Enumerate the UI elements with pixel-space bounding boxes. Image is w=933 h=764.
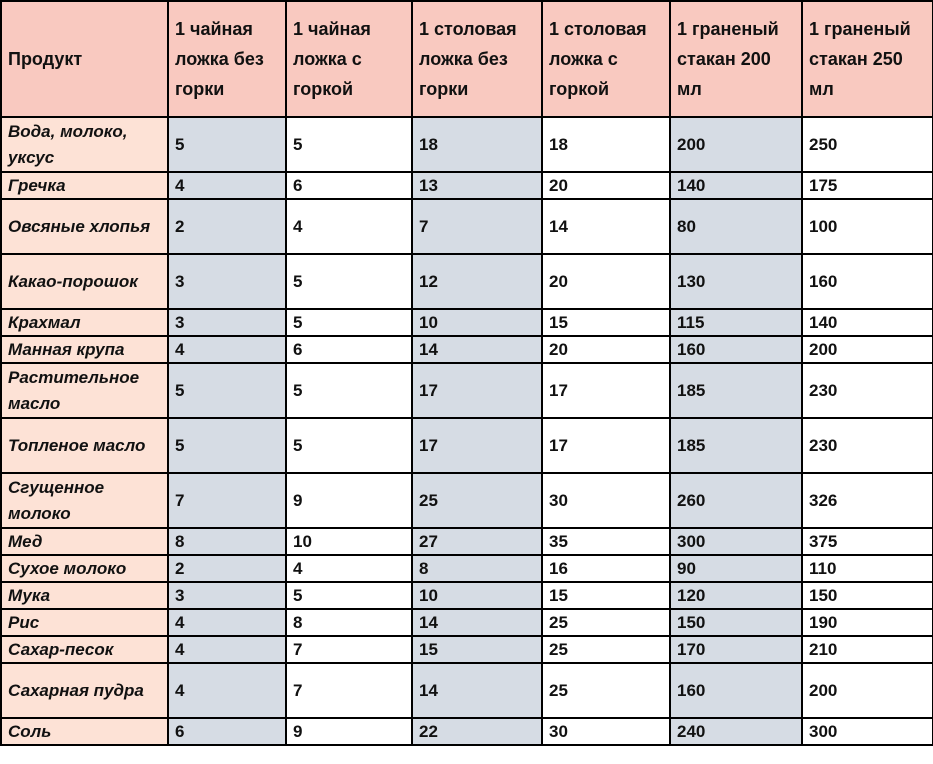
table-row [1, 609, 933, 636]
value-cell: 9 [286, 473, 412, 528]
value-cell: 2 [168, 199, 286, 254]
value-cell: 120 [670, 582, 802, 609]
value-cell: 17 [412, 363, 542, 418]
value-cell: 2 [168, 555, 286, 582]
header-tbsp-flat: 1 столовая ложка без горки [412, 1, 542, 117]
value-cell: 3 [168, 309, 286, 336]
value-cell: 170 [670, 636, 802, 663]
value-cell: 6 [286, 336, 412, 363]
value-cell: 5 [286, 582, 412, 609]
value-cell: 35 [542, 528, 670, 555]
value-cell: 22 [412, 718, 542, 745]
value-cell: 130 [670, 254, 802, 309]
value-cell: 13 [412, 172, 542, 199]
product-cell: Гречка [1, 172, 168, 199]
value-cell: 5 [286, 418, 412, 473]
value-cell: 300 [670, 528, 802, 555]
value-cell: 160 [802, 254, 933, 309]
value-cell: 8 [286, 609, 412, 636]
value-cell: 5 [286, 117, 412, 172]
value-cell: 8 [412, 555, 542, 582]
value-cell: 140 [670, 172, 802, 199]
value-cell: 260 [670, 473, 802, 528]
value-cell: 5 [286, 309, 412, 336]
value-cell: 250 [802, 117, 933, 172]
value-cell: 7 [286, 663, 412, 718]
table-row [1, 555, 933, 582]
value-cell: 10 [412, 309, 542, 336]
product-cell: Сахар-песок [1, 636, 168, 663]
value-cell: 4 [168, 609, 286, 636]
value-cell: 25 [542, 663, 670, 718]
value-cell: 5 [286, 254, 412, 309]
table-row [1, 199, 933, 254]
value-cell: 160 [670, 336, 802, 363]
value-cell: 185 [670, 418, 802, 473]
value-cell: 8 [168, 528, 286, 555]
value-cell: 20 [542, 336, 670, 363]
value-cell: 90 [670, 555, 802, 582]
header-tbsp-heaped: 1 столовая ложка с горкой [542, 1, 670, 117]
value-cell: 6 [286, 172, 412, 199]
product-cell: Сгущенное молоко [1, 473, 168, 528]
value-cell: 14 [412, 336, 542, 363]
header-row [1, 1, 933, 117]
table-row [1, 473, 933, 528]
table-body [1, 117, 933, 745]
product-cell: Растительное масло [1, 363, 168, 418]
value-cell: 9 [286, 718, 412, 745]
table-row [1, 636, 933, 663]
value-cell: 15 [542, 309, 670, 336]
value-cell: 12 [412, 254, 542, 309]
header-tsp-heaped: 1 чайная ложка с горкой [286, 1, 412, 117]
value-cell: 140 [802, 309, 933, 336]
value-cell: 17 [542, 363, 670, 418]
value-cell: 5 [286, 363, 412, 418]
table-row [1, 418, 933, 473]
value-cell: 14 [412, 663, 542, 718]
value-cell: 30 [542, 718, 670, 745]
value-cell: 5 [168, 117, 286, 172]
value-cell: 25 [542, 636, 670, 663]
value-cell: 4 [286, 199, 412, 254]
table-row [1, 718, 933, 745]
product-cell: Крахмал [1, 309, 168, 336]
product-cell: Манная крупа [1, 336, 168, 363]
value-cell: 375 [802, 528, 933, 555]
product-cell: Мука [1, 582, 168, 609]
table-row [1, 336, 933, 363]
table-row [1, 582, 933, 609]
value-cell: 200 [670, 117, 802, 172]
value-cell: 4 [168, 172, 286, 199]
value-cell: 14 [542, 199, 670, 254]
value-cell: 190 [802, 609, 933, 636]
value-cell: 7 [168, 473, 286, 528]
table-row [1, 528, 933, 555]
table-row [1, 663, 933, 718]
product-cell: Какао-порошок [1, 254, 168, 309]
value-cell: 5 [168, 363, 286, 418]
value-cell: 10 [412, 582, 542, 609]
value-cell: 7 [286, 636, 412, 663]
product-cell: Топленое масло [1, 418, 168, 473]
value-cell: 115 [670, 309, 802, 336]
value-cell: 100 [802, 199, 933, 254]
value-cell: 4 [286, 555, 412, 582]
value-cell: 175 [802, 172, 933, 199]
product-cell: Вода, молоко, уксус [1, 117, 168, 172]
value-cell: 185 [670, 363, 802, 418]
product-cell: Рис [1, 609, 168, 636]
header-product: Продукт [1, 1, 168, 117]
product-cell: Овсяные хлопья [1, 199, 168, 254]
value-cell: 20 [542, 254, 670, 309]
header-glass-200: 1 граненый стакан 200 мл [670, 1, 802, 117]
product-cell: Соль [1, 718, 168, 745]
value-cell: 110 [802, 555, 933, 582]
product-cell: Мед [1, 528, 168, 555]
table-row [1, 117, 933, 172]
product-cell: Сухое молоко [1, 555, 168, 582]
table-row [1, 309, 933, 336]
value-cell: 15 [412, 636, 542, 663]
value-cell: 160 [670, 663, 802, 718]
value-cell: 17 [412, 418, 542, 473]
value-cell: 20 [542, 172, 670, 199]
value-cell: 150 [670, 609, 802, 636]
value-cell: 200 [802, 663, 933, 718]
value-cell: 25 [412, 473, 542, 528]
value-cell: 5 [168, 418, 286, 473]
value-cell: 150 [802, 582, 933, 609]
value-cell: 15 [542, 582, 670, 609]
product-cell: Сахарная пудра [1, 663, 168, 718]
value-cell: 27 [412, 528, 542, 555]
value-cell: 80 [670, 199, 802, 254]
value-cell: 18 [542, 117, 670, 172]
value-cell: 210 [802, 636, 933, 663]
value-cell: 6 [168, 718, 286, 745]
header-glass-250: 1 граненый стакан 250 мл [802, 1, 933, 117]
value-cell: 7 [412, 199, 542, 254]
table-row [1, 363, 933, 418]
value-cell: 230 [802, 418, 933, 473]
value-cell: 25 [542, 609, 670, 636]
value-cell: 18 [412, 117, 542, 172]
value-cell: 4 [168, 336, 286, 363]
value-cell: 3 [168, 254, 286, 309]
table-row [1, 172, 933, 199]
value-cell: 4 [168, 663, 286, 718]
value-cell: 326 [802, 473, 933, 528]
value-cell: 3 [168, 582, 286, 609]
value-cell: 240 [670, 718, 802, 745]
value-cell: 200 [802, 336, 933, 363]
value-cell: 10 [286, 528, 412, 555]
value-cell: 14 [412, 609, 542, 636]
value-cell: 4 [168, 636, 286, 663]
value-cell: 300 [802, 718, 933, 745]
value-cell: 30 [542, 473, 670, 528]
value-cell: 16 [542, 555, 670, 582]
value-cell: 230 [802, 363, 933, 418]
table-row [1, 254, 933, 309]
header-tsp-flat: 1 чайная ложка без горки [168, 1, 286, 117]
value-cell: 17 [542, 418, 670, 473]
